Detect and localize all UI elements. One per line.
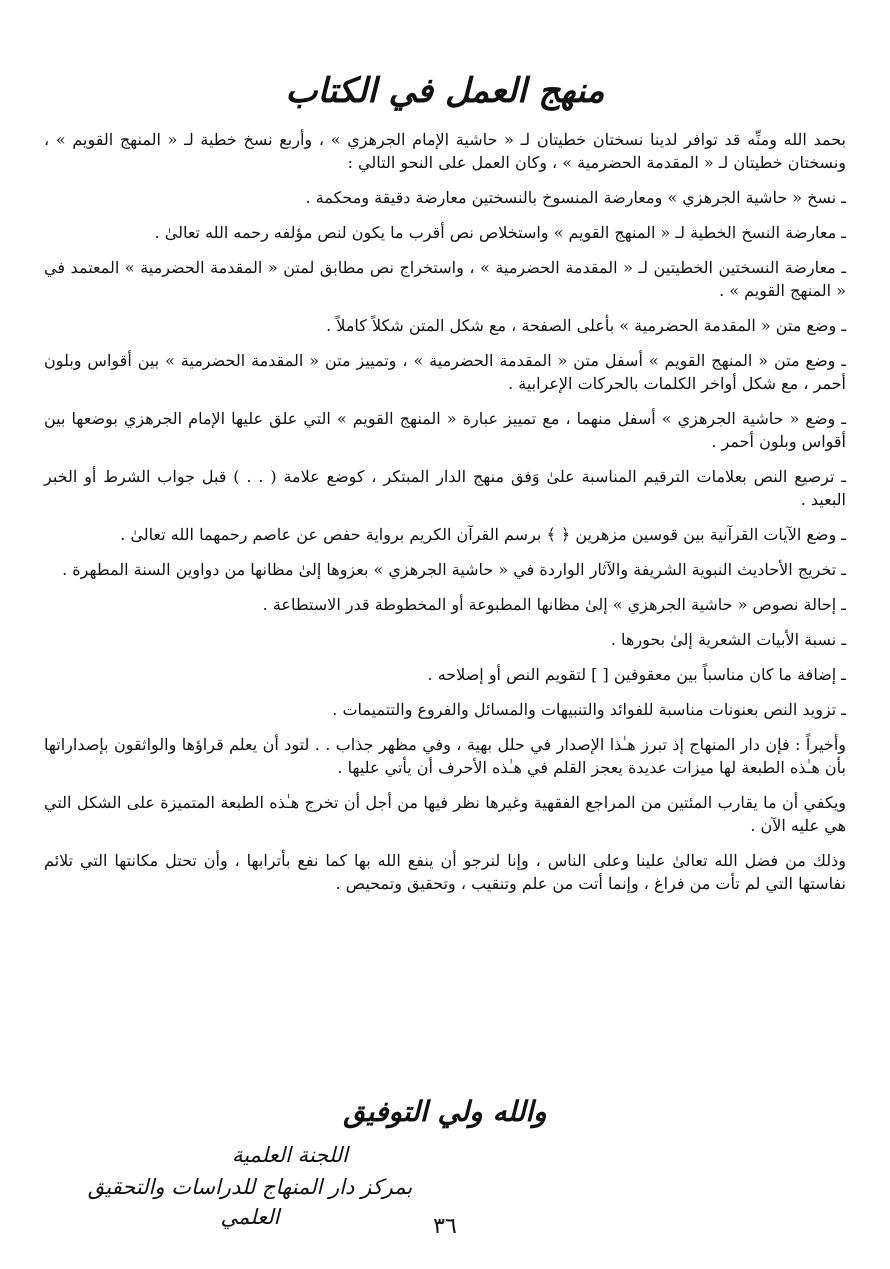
page-title: منهج العمل في الكتاب [285,71,605,111]
method-item: ـ وضع متن « المقدمة الحضرمية » بأعلى الصفحة ، مع شكل المتن شكلاً كاملاً . [326,316,846,335]
page-number: ٣٦ [433,1214,457,1239]
closing-paragraph: وأخيراً : فإن دار المنهاج إذ تبرز هـٰذا الإصدار في حلل بهية ، وفي مظهر جذاب . . لتود أن يعلم قراؤها والواثقون بإصداراتها بأن هـٰذه الطبعة لها ميزات عديدة يعجز القلم في هـٰذه الأحرف أن يأتي عليها . [44,735,846,777]
method-item: ـ ترصيع النص بعلامات الترقيم المناسبة علىٰ وَفق منهج الدار المبتكر ، كوضع علامة ( . . ) قبل جواب الشرط أو الخبر البعيد . [44,467,846,509]
method-item: ـ إضافة ما كان مناسباً بين معقوفين [ ] لتقويم النص أو إصلاحه . [427,665,846,684]
method-item: ـ وضع متن « المنهج القويم » أسفل متن « المقدمة الحضرمية » ، وتمييز متن « المقدمة الحضرمية » بين أقواس وبلون أحمر ، مع شكل أواخر الكلمات بالحركات الإعرابية . [44,351,846,393]
signature-institution: بمركز دار المنهاج للدراسات والتحقيق العلمي [87,1175,413,1229]
closing-phrase: والله ولي التوفيق [343,1095,547,1128]
method-item: ـ تزويد النص بعنونات مناسبة للفوائد والتنبيهات والمسائل والفروع والتتميمات . [332,700,846,719]
closing-paragraph: وذلك من فضل الله تعالىٰ علينا وعلى الناس ، وإنا لنرجو أن ينفع الله بها كما نفع بأترابها ، وأن تحتل مكانتها التي تلائم نفاستها التي لم تأت من فراغ ، وإنما أتت من علم وتنقيب ، وتحقيق وتمحيص . [44,851,846,893]
body-text [44,128,846,895]
method-item: ـ وضع « حاشية الجرهزي » أسفل منهما ، مع تمييز عبارة « المنهج القويم » التي علق عليها الإمام الجرهزي بوضعها بين أقواس وبلون أحمر . [44,409,846,451]
intro-paragraph: بحمد الله ومنِّه قد توافر لدينا نسختان خطيتان لـ « حاشية الإمام الجرهزي » ، وأربع نسخ خطية لـ « المنهج القويم » ، ونسختان خطيتان لـ « المقدمة الحضرمية » ، وكان العمل على النحو التالي : [44,130,846,172]
method-item: ـ وضع الآيات القرآنية بين قوسين مزهرين ﴿ ﴾ برسم القرآن الكريم برواية حفص عن عاصم رحمهما الله تعالىٰ . [120,525,846,544]
method-item: ـ نسبة الأبيات الشعرية إلىٰ بحورها . [610,630,846,649]
method-item: ـ نسخ « حاشية الجرهزي » ومعارضة المنسوخ بالنسختين معارضة دقيقة ومحكمة . [305,188,846,207]
closing-paragraph: ويكفي أن ما يقارب المئتين من المراجع الفقهية وغيرها نظر فيها من أجل أن تخرج هـٰذه الطبعة المتميزة على الشكل التي هي عليه الآن . [44,793,846,835]
method-item: ـ إحالة نصوص « حاشية الجرهزي » إلىٰ مظانها المطبوعة أو المخطوطة قدر الاستطاعة . [262,595,846,614]
signature-committee: اللجنة العلمية [231,1143,349,1167]
method-item: ـ معارضة النسختين الخطيتين لـ « المقدمة الحضرمية » ، واستخراج نص مطابق لمتن « المقدمة الحضرمية » المعتمد في « المنهج القويم » . [44,258,847,300]
method-item: ـ تخريج الأحاديث النبوية الشريفة والآثار الواردة في « حاشية الجرهزي » بعزوها إلىٰ مظانها من دواوين السنة المطهرة . [62,560,846,579]
method-item: ـ معارضة النسخ الخطية لـ « المنهج القويم » واستخلاص نص أقرب ما يكون لنص مؤلفه رحمه الله تعالىٰ . [154,223,846,242]
